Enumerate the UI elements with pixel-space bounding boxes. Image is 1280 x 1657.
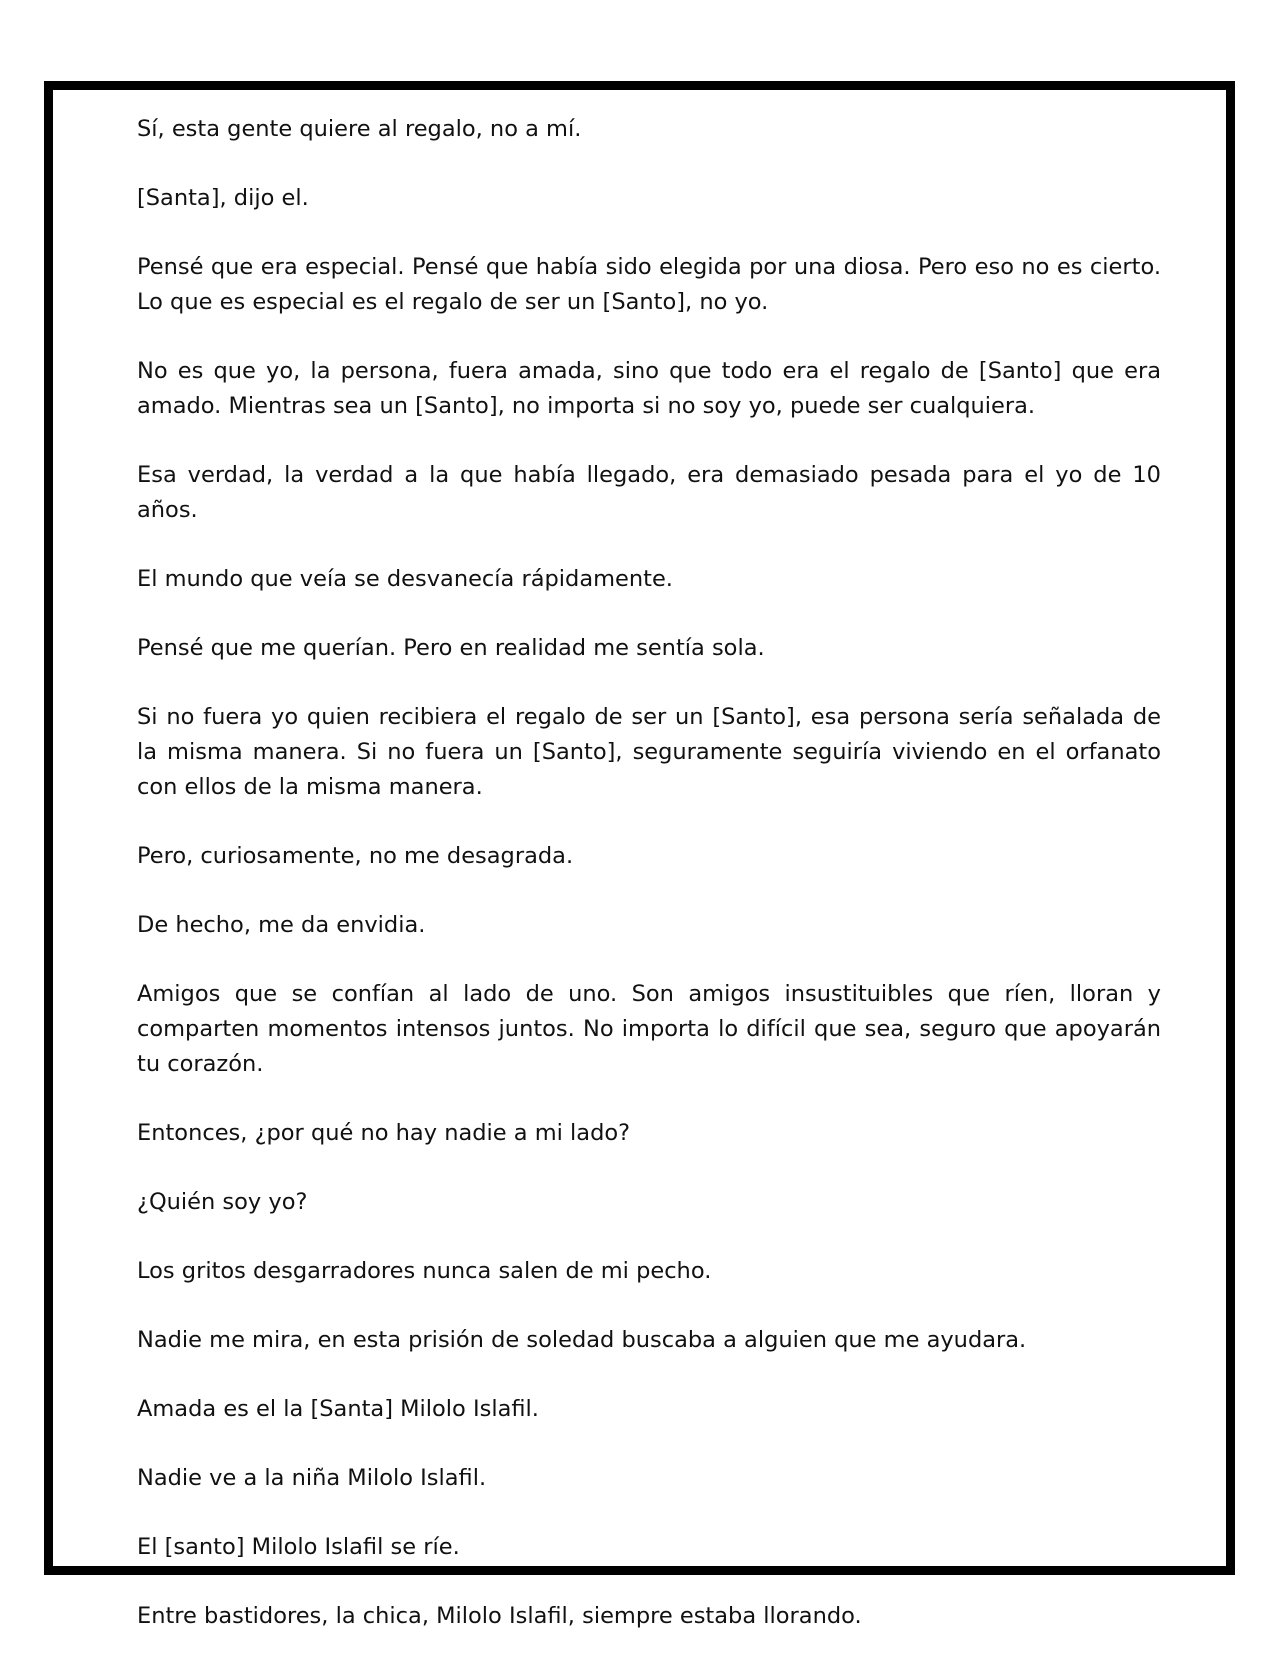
- paragraph: Pensé que me querían. Pero en realidad me sentía sola.: [137, 635, 765, 661]
- paragraph: Pensé que era especial. Pensé que había sido elegida por una diosa. Pero eso no es cierto. Lo que es especial es el regalo de ser un [Santo], no yo.: [137, 254, 1161, 315]
- paragraph: Los gritos desgarradores nunca salen de mi pecho.: [137, 1258, 712, 1284]
- text-body: [137, 112, 1161, 1634]
- paragraph: De hecho, me da envidia.: [137, 912, 426, 938]
- paragraph: Nadie ve a la niña Milolo Islafil.: [137, 1465, 487, 1491]
- paragraph: El [santo] Milolo Islafil se ríe.: [137, 1534, 460, 1560]
- paragraph: Pero, curiosamente, no me desagrada.: [137, 843, 574, 869]
- paragraph: No es que yo, la persona, fuera amada, sino que todo era el regalo de [Santo] que era amado. Mientras sea un [Santo], no importa si no soy yo, puede ser cualquiera.: [137, 358, 1161, 419]
- paragraph: Sí, esta gente quiere al regalo, no a mí.: [137, 116, 582, 142]
- paragraph: Nadie me mira, en esta prisión de soledad buscaba a alguien que me ayudara.: [137, 1327, 1027, 1353]
- page-frame: [44, 81, 1235, 1629]
- paragraph: [Santa], dijo el.: [137, 185, 309, 211]
- paragraph: Amigos que se confían al lado de uno. Son amigos insustituibles que ríen, lloran y comparten momentos intensos juntos. No importa lo difícil que sea, seguro que apoyarán tu corazón.: [137, 981, 1161, 1077]
- paragraph: ¿Quién soy yo?: [137, 1189, 308, 1215]
- paragraph: Entonces, ¿por qué no hay nadie a mi lado?: [137, 1120, 631, 1146]
- paragraph: Entre bastidores, la chica, Milolo Islafil, siempre estaba llorando.: [137, 1603, 862, 1629]
- paragraph: Si no fuera yo quien recibiera el regalo de ser un [Santo], esa persona sería señalada de la misma manera. Si no fuera un [Santo], seguramente seguiría viviendo en el orfanato con ellos de la misma manera.: [137, 704, 1161, 800]
- paragraph: El mundo que veía se desvanecía rápidamente.: [137, 566, 673, 592]
- paragraph: Amada es el la [Santa] Milolo Islafil.: [137, 1396, 539, 1422]
- paragraph: Esa verdad, la verdad a la que había llegado, era demasiado pesada para el yo de 10 años.: [137, 462, 1161, 523]
